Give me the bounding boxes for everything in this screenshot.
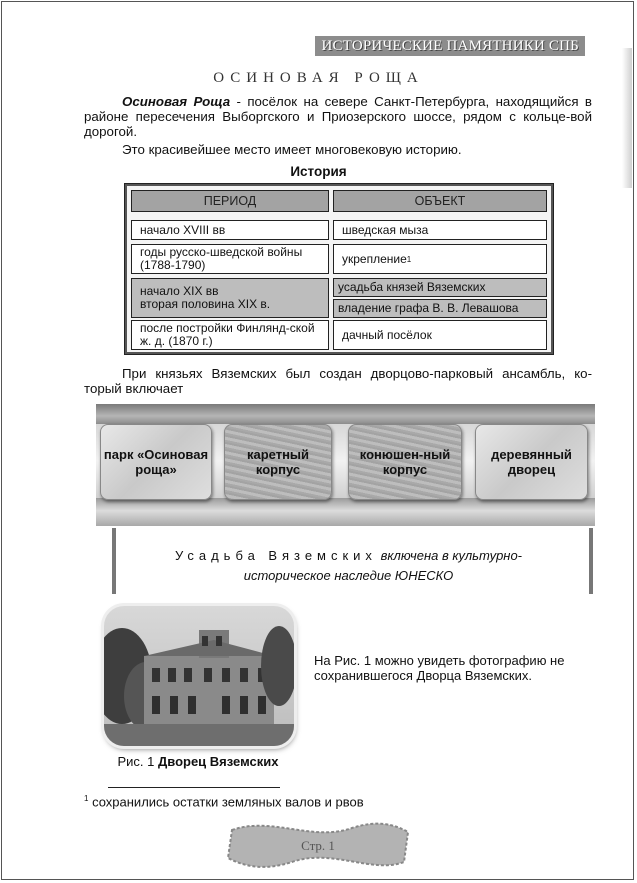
ensemble-tile: парк «Осиновая роща» <box>100 424 212 500</box>
running-header: ИСТОРИЧЕСКИЕ ПАМЯТНИКИ СПБ <box>315 36 585 56</box>
table-header-object: ОБЪЕКТ <box>333 190 547 212</box>
intro-text: - посёлок на севере Санкт-Петербурга, находящийся в районе пересечения Выборгского и Приозерского шоссе, рядом с кольце-вой дорогой. <box>84 94 592 139</box>
palace-photo <box>104 606 294 746</box>
ensemble-intro: При князьях Вяземских был создан дворцово-парковый ансамбль, ко-торый включает <box>84 366 592 396</box>
table-cell-object: укрепление 1 <box>333 244 547 274</box>
figure-caption-title: Дворец Вяземских <box>157 754 279 769</box>
table-cell-period: годы русско-шведской войны (1788-1790) <box>131 244 329 274</box>
history-heading: История <box>290 164 347 179</box>
intro-line-2: Это красивейшее место имеет многовековую историю. <box>122 142 462 157</box>
figure-side-text: На Рис. 1 можно увидеть фотографию не сохранившегося Дворца Вяземских. <box>314 653 565 683</box>
ribbon-top-bar <box>96 404 595 424</box>
ribbon-bottom-bar <box>96 498 595 526</box>
page-number-badge <box>222 818 414 874</box>
wavy-label-shape <box>222 818 414 874</box>
table-cell-period: после постройки Финлянд-ской ж. д. (1870 г.) <box>131 320 329 350</box>
ensemble-tile: деревянный дворец <box>475 424 588 500</box>
table-cell-period: начало XVIII вв <box>131 220 329 240</box>
figure-caption: Рис. 1 Дворец Вяземских <box>117 754 279 769</box>
ensemble-tile: каретный корпус <box>224 424 332 500</box>
estate-name: Усадьба Вяземских <box>174 548 377 563</box>
article-title: ОСИНОВАЯ РОЩА <box>213 70 424 86</box>
table-cell-object: дачный посёлок <box>333 320 547 350</box>
unesco-banner-text: Усадьба Вяземских включена в культурно- историческое наследие ЮНЕСКО <box>174 548 523 583</box>
history-table <box>127 186 551 352</box>
ensemble-tile: конюшен-ный корпус <box>348 424 462 500</box>
table-cell-object: усадьба князей Вяземских <box>333 278 547 297</box>
intro-bold-term: Осиновая Роща <box>122 94 231 109</box>
table-cell-object: владение графа В. В. Левашова <box>333 299 547 318</box>
table-cell-object: шведская мыза <box>333 220 547 240</box>
palace-illustration <box>104 606 294 746</box>
footnote-separator <box>108 787 280 788</box>
footnote: $^1$ сохранились остатки земляных валов и рвов <box>84 794 364 810</box>
intro-paragraph <box>84 94 592 139</box>
page-number: Стр. 1 <box>301 838 335 853</box>
table-header-period: ПЕРИОД <box>131 190 329 212</box>
table-cell-period: начало XIX вв вторая половина XIX в. <box>131 278 329 318</box>
footnote-ref: 1 <box>406 254 412 264</box>
